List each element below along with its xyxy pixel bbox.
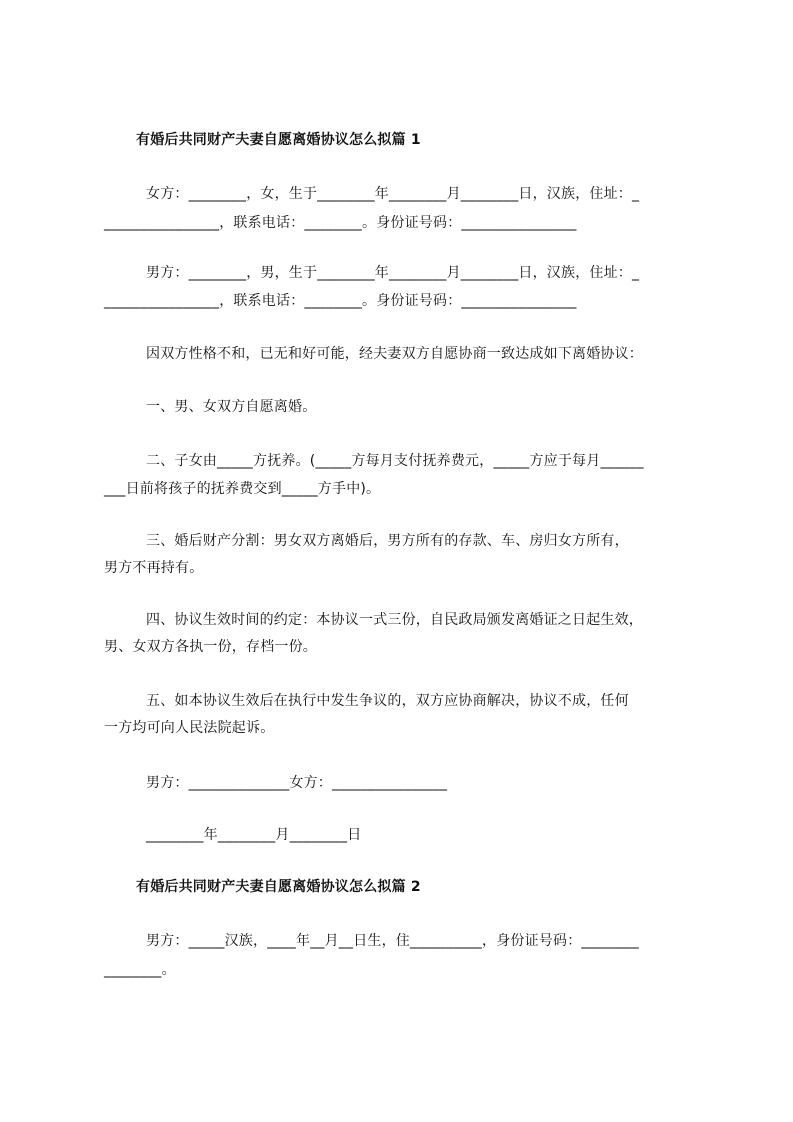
clause-3-line1: 三、婚后财产分割：男女双方离婚后，男方所有的存款、车、房归女方所有， [146,533,629,549]
clause-1: 一、男、女双方自愿离婚。 [146,399,317,415]
reason-paragraph: 因双方性格不和，已无和好可能，经夫妻双方自愿协商一致达成如下离婚协议： [146,346,643,362]
clause-3-line2: 男方不再持有。 [104,560,204,576]
man-info-line1: 男方：________，男，生于________年________月________日，汉族，住址：_ [146,265,640,281]
clause-5-line1: 五、如本协议生效后在执行中发生争议的，双方应协商解决，协议不成，任何 [146,693,629,709]
clause-4-line1: 四、协议生效时间的约定：本协议一式三份，自民政局颁发离婚证之日起生效， [146,612,643,628]
section2-title: 有婚后共同财产夫妻自愿离婚协议怎么拟篇 2 [136,879,421,895]
clause-2-line1: 二、子女由_____方抚养。(_____方每月支付抚养费元，_____方应于每月______ [146,453,644,469]
date-line: ________年________月________日 [146,827,362,843]
section1-title: 有婚后共同财产夫妻自愿离婚协议怎么拟篇 1 [136,132,421,148]
signature-line: 男方：______________女方：________________ [146,775,448,791]
man-info-line2: ________________，联系电话：________。身份证号码：________________ [104,293,577,309]
clause-5-line2: 一方均可向人民法院起诉。 [104,720,275,736]
section2-man-info-line2: ________。 [104,962,176,978]
clause-2-line2: ___日前将孩子的抚养费交到_____方手中)。 [104,481,381,497]
woman-info-line1: 女方：________，女，生于________年________月________日，汉族，住址：_ [146,186,640,202]
clause-4-line2: 男、女双方各执一份，存档一份。 [104,639,317,655]
section2-man-info-line1: 男方：_____汉族，____年__月__日生，住__________，身份证号码：________ [146,933,639,949]
woman-info-line2: ________________，联系电话：________。身份证号码：________________ [104,215,577,231]
